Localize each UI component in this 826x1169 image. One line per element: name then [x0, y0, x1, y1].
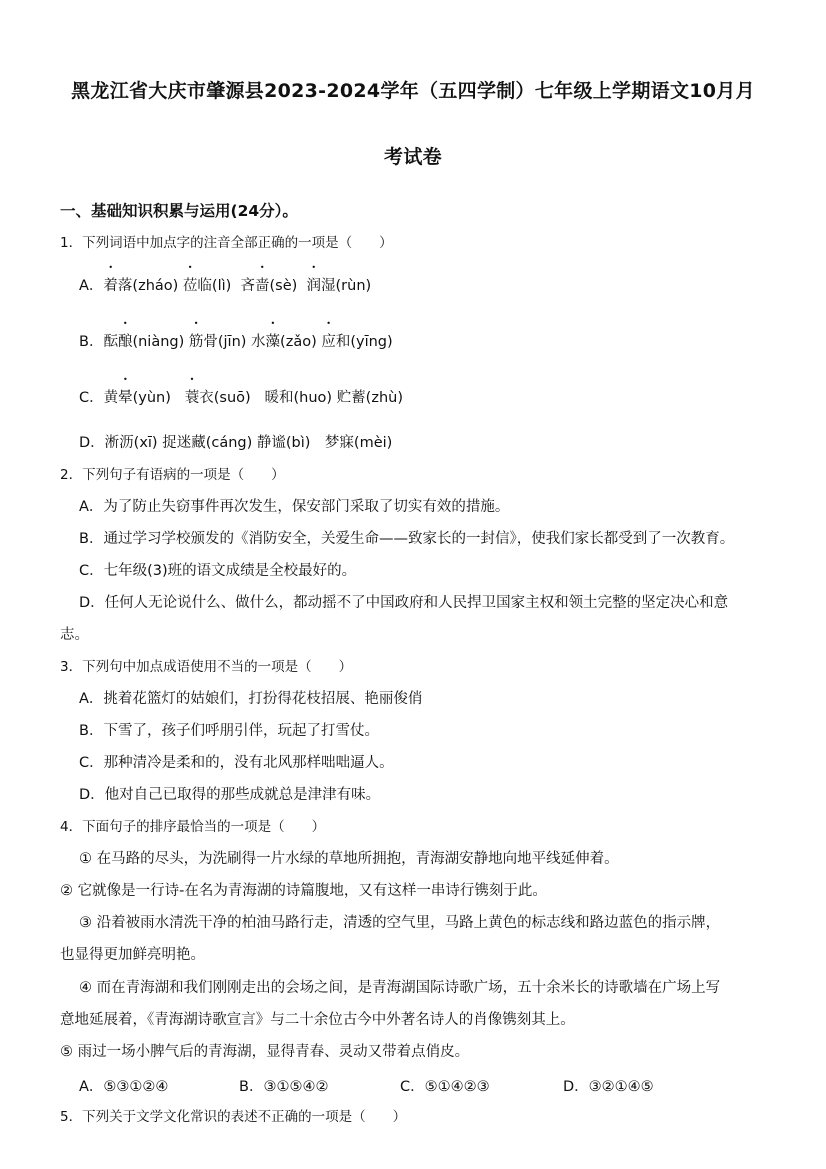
word-text: (sè): [269, 278, 298, 294]
question-4-option-d[interactable]: D．③②①④⑤: [563, 1079, 654, 1095]
question-1-option-b[interactable]: [79, 332, 393, 352]
question-1-stem: 1．下列词语中加点字的注音全部正确的一项是（ ）: [60, 235, 393, 251]
question-1-option-d[interactable]: D．淅沥(xī) 捉迷藏(cáng) 静谧(bì) 梦寐(mèi): [79, 435, 393, 451]
word-text: 黄: [103, 390, 119, 406]
dotted-char: 酿: [117, 334, 133, 350]
question-4-stem: 4．下面句子的排序最恰当的一项是（ ）: [60, 819, 326, 835]
section-heading: 一、基础知识积累与运用(24分）。: [60, 202, 298, 220]
dotted-char: 筋: [188, 334, 204, 350]
question-2-option-c[interactable]: C．七年级(3)班的语文成绩是全校最好的。: [79, 563, 357, 579]
dotted-char: 藻: [265, 334, 281, 350]
question-3-option-b[interactable]: B．下雪了，孩子们呼朋引伴，玩起了打雪仗。: [79, 723, 379, 739]
word-text: 和(yīng): [335, 334, 393, 350]
document-title-line1: 黑龙江省大庆市肇源县2023-2024学年（五四学制）七年级上学期语文10月月: [71, 80, 755, 102]
word-text: 落(zháo): [117, 278, 179, 294]
question-4-sentence-4: ④ 而在青海湖和我们刚刚走出的会场之间，是青海湖国际诗歌广场，五十余米长的诗歌墙在广场上写: [79, 980, 721, 996]
word-text: 临(lì): [197, 278, 232, 294]
word-text: 衣(suō): [199, 390, 251, 406]
question-4-sentence-4-cont: 意地延展着，《青海湖诗歌宣言》与二十余位古今中外著名诗人的肖像镌刻其上。: [60, 1012, 575, 1028]
question-3-stem: 3．下列句中加点成语使用不当的一项是（ ）: [60, 659, 353, 675]
question-4-sentence-1: ① 在马路的尽头，为洗刷得一片水绿的草地所拥抱，青海湖安静地向地平线延伸着。: [79, 851, 619, 867]
document-title-line2: 考试卷: [384, 146, 442, 168]
word-text: (niàng): [132, 334, 185, 350]
question-2-option-b[interactable]: B．通过学习学校颁发的《消防安全，关爱生命——致家长的一封信》，使我们家长都受到了一次教育。: [79, 531, 735, 547]
question-4-sentence-3-cont: 也显得更加鲜亮明艳。: [60, 947, 205, 963]
word-text: 贮蓄(zhù): [336, 390, 403, 406]
question-5-stem: 5．下列关于文学文化常识的表述不正确的一项是（ ）: [60, 1109, 407, 1125]
question-3-option-a[interactable]: A．挑着花篮灯的姑娘们，打扮得花枝招展、艳丽俊俏: [79, 691, 423, 707]
word-text: 水: [251, 334, 266, 350]
question-3-option-d[interactable]: D．他对自己已取得的那些成就总是津津有味。: [79, 787, 381, 803]
word-text: 暖和(huo): [264, 390, 333, 406]
word-text: 骨(jīn): [203, 334, 247, 350]
question-4-option-a[interactable]: A．⑤③①②④: [79, 1079, 169, 1095]
dotted-char: 应: [321, 334, 336, 350]
dotted-char: 蓑: [184, 390, 200, 406]
question-4-sentence-2: ② 它就像是一行诗-在名为青海湖的诗篇腹地，又有这样一串诗行镌刻于此。: [60, 883, 547, 899]
question-4-sentence-3: ③ 沿着被雨水清洗干净的柏油马路行走，清透的空气里，马路上黄色的标志线和路边蓝色的指示牌，: [79, 915, 721, 931]
option-label: A．: [79, 278, 104, 294]
dotted-char: 着: [103, 278, 118, 294]
word-text: 湿(rùn): [321, 278, 372, 294]
dotted-char: 莅: [182, 278, 198, 294]
option-label: B．: [79, 334, 104, 350]
option-label: C．: [79, 390, 104, 406]
question-2-option-a[interactable]: A．为了防止失窃事件再次发生，保安部门采取了切实有效的措施。: [79, 499, 510, 515]
word-text: (zǎo): [280, 334, 317, 350]
word-text: (yùn): [132, 390, 171, 406]
question-3-option-c[interactable]: C．那种清冷是柔和的，没有北风那样咄咄逼人。: [79, 755, 394, 771]
dotted-char: 润: [306, 278, 322, 294]
question-2-option-d[interactable]: D．任何人无论说什么、做什么，都动摇不了中国政府和人民捍卫国家主权和领土完整的坚定决心和意: [79, 595, 729, 611]
question-2-stem: 2．下列句子有语病的一项是（ ）: [60, 467, 285, 483]
dotted-char: 啬: [255, 278, 270, 294]
question-4-option-b[interactable]: B．③①⑤④②: [239, 1079, 329, 1095]
dotted-char: 晕: [118, 390, 133, 406]
question-1-option-c[interactable]: [79, 388, 403, 408]
question-4-option-c[interactable]: C．⑤①④②③: [400, 1079, 490, 1095]
word-text: 酝: [103, 334, 118, 350]
question-1-option-a[interactable]: [79, 276, 371, 296]
question-2-option-d-cont: 志。: [60, 627, 89, 643]
word-text: 吝: [240, 278, 255, 294]
question-4-sentence-5: ⑤ 雨过一场小脾气后的青海湖，显得青春、灵动又带着点俏皮。: [60, 1044, 470, 1060]
